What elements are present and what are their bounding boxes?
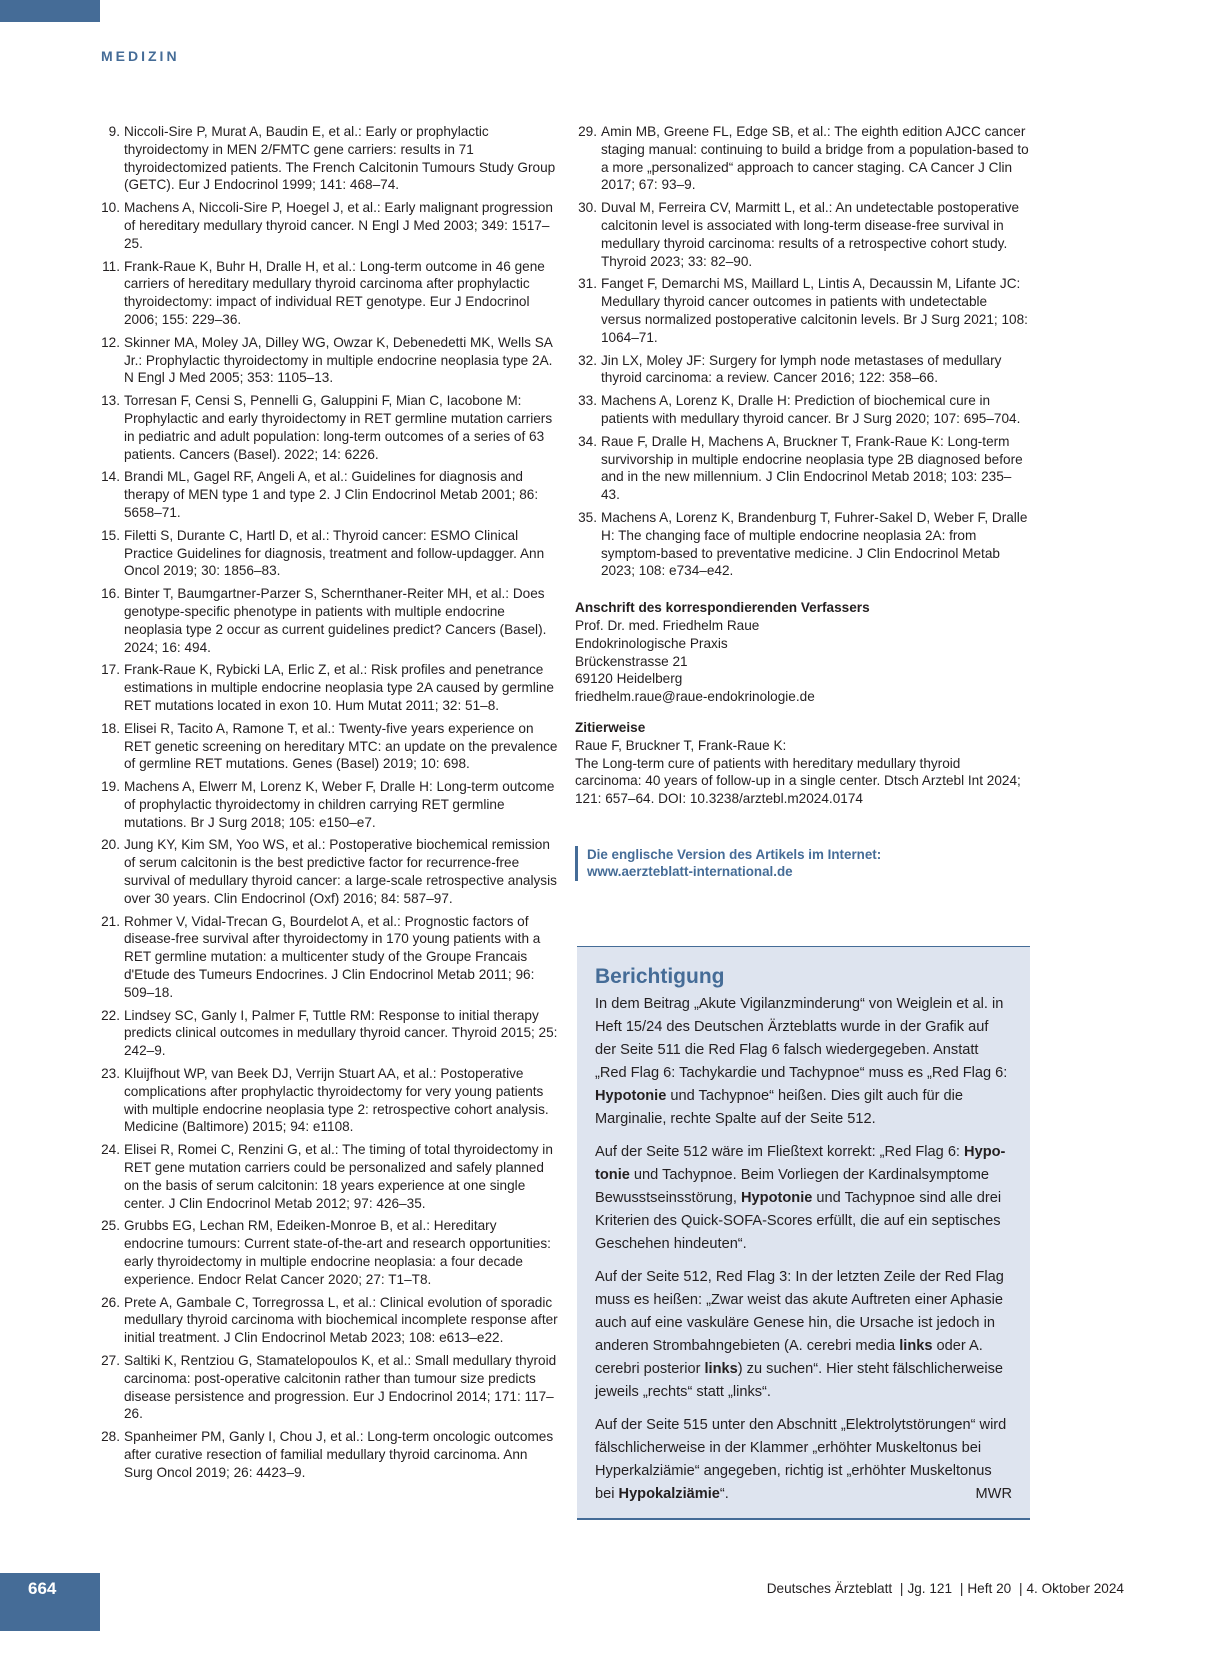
english-version-note bbox=[575, 846, 1030, 881]
reference-number: 28. bbox=[101, 1429, 120, 1445]
reference-number: 34. bbox=[578, 433, 597, 449]
journal-name: Deutsches Ärzteblatt bbox=[766, 1581, 893, 1596]
reference-text: Brandi ML, Gagel RF, Angeli A, et al.: Guidelines for diagnosis and therapy of MEN type 1 and type 2. J Clin Endocrinol Metab 2001; 86: 5658–71. bbox=[124, 469, 539, 520]
citation bbox=[575, 719, 1030, 808]
reference-item bbox=[98, 1294, 558, 1347]
reference-text: Raue F, Dralle H, Machens A, Bruckner T, Frank-Raue K: Long-term survivorship in multiple endocrine neoplasia type 2B diagnosed before and in the new millennium. J Clin Endocrinol Metab 2018; 103: 235–43. bbox=[601, 433, 1023, 503]
reference-number: 32. bbox=[578, 352, 597, 368]
reference-list bbox=[575, 123, 1030, 580]
reference-item bbox=[98, 392, 558, 463]
reference-text: Machens A, Elwerr M, Lorenz K, Weber F, Dralle H: Long-term outcome of prophylactic thyroidectomy in children carrying RET germline mutations. Br J Surg 2018; 105: e150–e7. bbox=[124, 779, 555, 830]
reference-text: Frank-Raue K, Buhr H, Dralle H, et al.: Long-term outcome in 46 gene carriers of hereditary medullary thyroid carcinoma after prophylactic thyroidectomy: impact of individual RET genotype. Eur J Endocrinol 2006; 155: 229–36. bbox=[124, 258, 545, 327]
reference-item bbox=[575, 199, 1030, 270]
corresponding-address bbox=[575, 599, 1030, 706]
reference-item bbox=[98, 334, 558, 387]
reference-item bbox=[98, 468, 558, 521]
reference-item bbox=[98, 836, 558, 907]
correction-paragraph: Auf der Seite 512, Red Flag 3: In der letzten Zeile der Red Flag muss es heißen: „Zwar weist das akute Auftreten einer Aphasie auch auf eine vaskuläre Genese hin, die Ursache ist jedoch in anderen Strombahngebieten (A. cerebri media links oder A. cerebri posterior links) zu suchen“. Hier steht fälschlicherweise jeweils „rechts“ statt „links“. bbox=[595, 1269, 1004, 1400]
references-left-column bbox=[98, 123, 558, 1487]
reference-item bbox=[98, 527, 558, 580]
reference-item bbox=[98, 199, 558, 252]
reference-item bbox=[98, 1065, 558, 1136]
reference-text: Machens A, Lorenz K, Dralle H: Prediction of biochemical cure in patients with medullary thyroid cancer. Br J Surg 2020; 107: 695–704. bbox=[601, 393, 1021, 426]
reference-text: Lindsey SC, Ganly I, Palmer F, Tuttle RM: Response to initial therapy predicts clinical outcomes in medullary thyroid cancer. Thyroid 2015; 25: 242–9. bbox=[124, 1007, 558, 1059]
reference-text: Jung KY, Kim SM, Yoo WS, et al.: Postoperative biochemical remission of serum calcitonin is the best predictive factor for recurrence-free survival of medullary thyroid cancer: a large-scale retrospective analysis over 30 years. Clin Endocrinol (Oxf) 2016; 84: 587–97. bbox=[124, 837, 557, 906]
reference-item bbox=[98, 661, 558, 714]
reference-text: Jin LX, Moley JF: Surgery for lymph node metastases of medullary thyroid carcinoma: a review. Cancer 2016; 122: 358–66. bbox=[601, 352, 1002, 386]
address-email[interactable]: friedhelm.raue@raue-endokrinologie.de bbox=[575, 689, 815, 705]
english-version-label: Die englische Version des Artikels im Internet: bbox=[587, 846, 882, 862]
correction-title: Berichtigung bbox=[595, 965, 725, 988]
reference-item bbox=[98, 1141, 558, 1212]
reference-text: Filetti S, Durante C, Hartl D, et al.: Thyroid cancer: ESMO Clinical Practice Guidelines for diagnosis, treatment and follow-updagger. Ann Oncol 2019; 30: 1856–83. bbox=[124, 527, 545, 579]
reference-number: 27. bbox=[101, 1353, 120, 1368]
reference-number: 9. bbox=[108, 124, 120, 139]
reference-number: 29. bbox=[578, 124, 597, 139]
correction-signature: MWR bbox=[975, 1486, 1012, 1502]
reference-text: Fanget F, Demarchi MS, Maillard L, Lintis A, Decaussin M, Lifante JC: Medullary thyroid cancer outcomes in patients with undetectable versus normalized postoperative calcitonin levels. Br J Surg 2021; 108: 1064–71. bbox=[601, 276, 1028, 345]
footer-journal-info bbox=[767, 1581, 1124, 1596]
footer-separator: | bbox=[959, 1581, 964, 1596]
address-heading: Anschrift des korrespondierenden Verfassers bbox=[575, 600, 870, 616]
footer-separator: | bbox=[899, 1581, 904, 1596]
reference-item bbox=[575, 275, 1030, 346]
reference-item bbox=[575, 123, 1030, 194]
address-practice: Endokrinologische Praxis bbox=[575, 635, 728, 651]
reference-item bbox=[98, 720, 558, 773]
reference-number: 18. bbox=[101, 720, 120, 736]
reference-text: Amin MB, Greene FL, Edge SB, et al.: The eighth edition AJCC cancer staging manual: continuing to build a bridge from a population-based to a more „personalized“ approach to cancer staging. CA Cancer J Clin 2017; 67: 93–9. bbox=[601, 124, 1029, 193]
citation-heading: Zitierweise bbox=[575, 719, 646, 735]
reference-text: Prete A, Gambale C, Torregrossa L, et al.: Clinical evolution of sporadic medullary thyroid carcinoma with biochemical incomplete response after initial treatment. J Clin Endocrinol Metab 2023; 108: e613–e22. bbox=[124, 1294, 558, 1346]
reference-text: Duval M, Ferreira CV, Marmitt L, et al.: An undetectable postoperative calcitonin level is associated with long-term disease-free survival in medullary thyroid carcinoma: results of a retrospective cohort study. Thyroid 2023; 33: 82–90. bbox=[601, 200, 1020, 269]
journal-issue: Heft 20 bbox=[967, 1581, 1012, 1596]
english-version-link[interactable]: www.aerzteblatt-international.de bbox=[587, 864, 793, 880]
reference-item bbox=[575, 352, 1030, 388]
journal-volume: Jg. 121 bbox=[907, 1581, 953, 1596]
reference-item bbox=[98, 1428, 558, 1481]
reference-item bbox=[575, 392, 1030, 428]
reference-text: Binter T, Baumgartner-Parzer S, Schernthaner-Reiter MH, et al.: Does genotype-specific phenotype in patients with multiple endocrine neoplasia type 2 occur as current guidelines predict? Cancers (Basel). 2024; 16: 494. bbox=[124, 586, 547, 655]
address-city: 69120 Heidelberg bbox=[575, 671, 683, 687]
reference-number: 24. bbox=[101, 1142, 120, 1158]
reference-number: 14. bbox=[101, 469, 120, 485]
reference-number: 21. bbox=[101, 913, 120, 929]
reference-number: 22. bbox=[101, 1007, 120, 1023]
reference-item bbox=[98, 258, 558, 329]
reference-list bbox=[98, 123, 558, 1482]
reference-text: Niccoli-Sire P, Murat A, Baudin E, et al.: Early or prophylactic thyroidectomy in MEN 2/FMTC gene carriers: results in 71 thyroidectomized patients. The French Calcitonin Tumours Study Group (GETC). Eur J Endocrinol 1999; 141: 468–74. bbox=[124, 124, 556, 193]
reference-number: 20. bbox=[101, 837, 120, 853]
reference-item bbox=[98, 1352, 558, 1423]
reference-text: Elisei R, Tacito A, Ramone T, et al.: Twenty-five years experience on RET genetic screening on hereditary MTC: an update on the prevalence of germline RET mutations. Genes (Basel) 2019; 10: 698. bbox=[124, 720, 558, 772]
reference-text: Torresan F, Censi S, Pennelli G, Galuppini F, Mian C, Iacobone M: Prophylactic and early thyroidectomy in RET germline mutation carriers in pediatric and adult population: long-term outcomes of a series of 63 patients. Cancers (Basel). 2022; 14: 6226. bbox=[124, 393, 553, 462]
reference-item bbox=[98, 778, 558, 831]
reference-item bbox=[98, 913, 558, 1002]
citation-text: The Long-term cure of patients with hereditary medullary thyroid carcinoma: 40 years of follow-up in a single center. Dtsch Arztebl Int 2024; 121: 657–64. DOI: 10.3238/arztebl.m2024.0174 bbox=[575, 755, 1021, 807]
reference-text: Saltiki K, Rentziou G, Stamatelopoulos K, et al.: Small medullary thyroid carcinoma: post-operative calcitonin rather than tumour size predicts disease persistence and progression. Eur J Endocrinol 2014; 171: 117–26. bbox=[124, 1353, 557, 1422]
correction-box bbox=[577, 946, 1030, 1520]
reference-number: 25. bbox=[101, 1218, 120, 1234]
reference-text: Rohmer V, Vidal-Trecan G, Bourdelot A, et al.: Prognostic factors of disease-free survival after thyroidectomy in 170 young patients with a RET germline mutation: a multicenter study of the Groupe Francais d'Etude des Tumeurs Endocrines. J Clin Endocrinol Metab 2011; 96: 509–18. bbox=[124, 913, 541, 1000]
header-tab bbox=[0, 0, 100, 22]
reference-number: 10. bbox=[101, 200, 120, 216]
correction-paragraph: Auf der Seite 512 wäre im Fließtext korrekt: „Red Flag 6: Hypotonie und Tachypnoe. Beim Vorliegen der Kardinalsymptome Bewusstseinsstörung, Hypotonie und Tachypnoe sind alle drei Kriterien des Quick-SOFA-Scores erfüllt, die auf ein septisches Geschehen hindeuten“. bbox=[595, 1144, 1006, 1252]
address-street: Brückenstrasse 21 bbox=[575, 653, 688, 669]
reference-number: 11. bbox=[102, 258, 120, 274]
correction-paragraph: Auf der Seite 515 unter den Abschnitt „Elektrolytstörungen“ wird fälschlicherweise in der Klammer „erhöhter Muskeltonus bei Hyperkalziämie“ angegeben, richtig ist „erhöhter Muskeltonus bei Hypokalziämie“. MWR bbox=[595, 1414, 1012, 1506]
section-label: MEDIZIN bbox=[101, 48, 180, 64]
reference-item bbox=[98, 123, 558, 194]
reference-number: 35. bbox=[578, 509, 597, 525]
reference-number: 33. bbox=[578, 393, 597, 409]
reference-number: 15. bbox=[101, 527, 120, 543]
reference-item bbox=[98, 585, 558, 656]
reference-text: Machens A, Lorenz K, Brandenburg T, Fuhrer-Sakel D, Weber F, Dralle H: The changing face of multiple endocrine neoplasia 2A: from symptom-based to preventative medicine. J Clin Endocrinol Metab 2023; 108: e734–e42. bbox=[601, 509, 1028, 579]
reference-item bbox=[98, 1217, 558, 1288]
reference-number: 30. bbox=[578, 200, 597, 216]
reference-number: 23. bbox=[101, 1066, 120, 1082]
reference-number: 12. bbox=[101, 334, 120, 350]
reference-item bbox=[575, 509, 1030, 580]
reference-number: 31. bbox=[578, 276, 597, 292]
reference-text: Spanheimer PM, Ganly I, Chou J, et al.: Long-term oncologic outcomes after curative resection of familial medullary thyroid carcinoma. Ann Surg Oncol 2019; 26: 4423–9. bbox=[124, 1429, 554, 1480]
journal-date: 4. Oktober 2024 bbox=[1026, 1581, 1124, 1596]
reference-number: 26. bbox=[101, 1294, 120, 1310]
reference-item bbox=[575, 433, 1030, 504]
reference-text: Kluijfhout WP, van Beek DJ, Verrijn Stuart AA, et al.: Postoperative complications after prophylactic thyroidectomy for very young patients with multiple endocrine neoplasia type 2: retrospective cohort analysis. Medicine (Baltimore) 2015; 94: e1108. bbox=[124, 1066, 549, 1135]
reference-number: 17. bbox=[101, 662, 120, 678]
reference-text: Frank-Raue K, Rybicki LA, Erlic Z, et al.: Risk profiles and penetrance estimations in multiple endocrine neoplasia type 2A caused by germline RET mutations located in exon 10. Hum Mutat 2011; 32: 51–8. bbox=[124, 662, 554, 713]
correction-paragraph: In dem Beitrag „Akute Vigilanzminderung“ von Weiglein et al. in Heft 15/24 des Deutschen Ärzteblatts wurde in der Grafik auf der Seite 511 die Red Flag 6 falsch wiedergegeben. Anstatt „Red Flag 6: Tachykardie und Tachypnoe“ muss es „Red Flag 6: Hypotonie und Tachypnoe“ heißen. Dies gilt auch für die Marginalie, rechte Spalte auf der Seite 512. bbox=[595, 996, 1008, 1127]
references-right-column bbox=[575, 123, 1030, 881]
reference-text: Skinner MA, Moley JA, Dilley WG, Owzar K, Debenedetti MK, Wells SA Jr.: Prophylactic thyroidectomy in multiple endocrine neoplasia type 2A. N Engl J Med 2005; 353: 1105–13. bbox=[124, 334, 553, 386]
reference-text: Elisei R, Romei C, Renzini G, et al.: The timing of total thyroidectomy in RET gene mutation carriers could be personalized and safely planned on the basis of serum calcitonin: 18 years experience at one single center. J Clin Endocrinol Metab 2012; 97: 426–35. bbox=[124, 1142, 553, 1211]
reference-text: Machens A, Niccoli-Sire P, Hoegel J, et al.: Early malignant progression of hereditary medullary thyroid cancer. N Engl J Med 2003; 349: 1517–25. bbox=[124, 200, 553, 251]
reference-number: 19. bbox=[101, 779, 120, 795]
reference-text: Grubbs EG, Lechan RM, Edeiken-Monroe B, et al.: Hereditary endocrine tumours: Current state-of-the-art and research opportunities: early thyroidectomy in multiple endocrine neoplasia: a four decade experience. Endocr Relat Cancer 2020; 27: T1–T8. bbox=[124, 1218, 551, 1287]
reference-number: 16. bbox=[101, 586, 120, 602]
citation-authors: Raue F, Bruckner T, Frank-Raue K: bbox=[575, 737, 787, 753]
page-number: 664 bbox=[28, 1579, 57, 1598]
footer-separator: | bbox=[1018, 1581, 1023, 1596]
reference-item bbox=[98, 1007, 558, 1060]
reference-number: 13. bbox=[101, 393, 120, 409]
address-name: Prof. Dr. med. Friedhelm Raue bbox=[575, 617, 760, 633]
